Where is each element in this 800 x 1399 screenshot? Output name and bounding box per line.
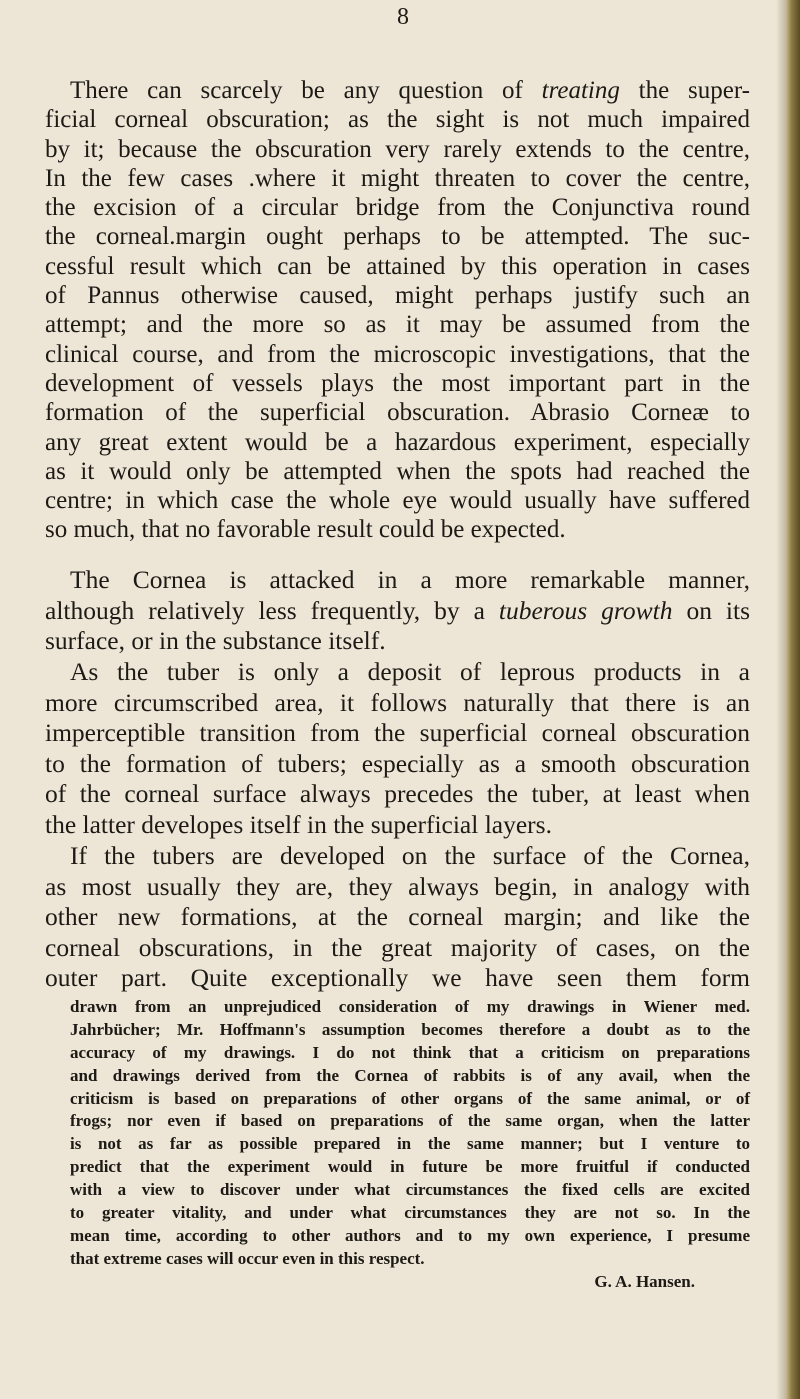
- text-line: more circumscribed area, it follows naturally that there is an: [45, 687, 750, 717]
- text-line: clinical course, and from the microscopic investigations, that the: [45, 340, 750, 368]
- text-line: formation of the superficial obscuration. Abrasio Corneæ to: [45, 399, 750, 427]
- text-line: attempt; and the more so as it may be assumed from the: [45, 311, 750, 339]
- text-line: The Cornea is attacked in a more remarkable manner,: [70, 565, 750, 594]
- paragraph-3: [45, 657, 750, 841]
- text-line: the latter developes itself in the superficial layers.: [45, 809, 552, 839]
- emphasis: tuberous growth: [498, 595, 673, 625]
- text-line: centre; in which case the whole eye would usually have suffered: [45, 487, 750, 515]
- text-line: the corneal.margin ought perhaps to be attempted. The suc-: [45, 223, 750, 251]
- signature: G. A. Hansen.: [594, 1271, 695, 1291]
- text-line: cessful result which can be attained by this operation in cases: [45, 252, 750, 280]
- line-segment: although relatively less frequently, by a: [45, 595, 499, 625]
- footnote-line: that extreme cases will occur even in this respect.: [70, 1248, 425, 1268]
- text-line: so much, that no favorable result could be expected.: [45, 516, 566, 544]
- text-line: corneal obscurations, in the great majority of cases, on the: [45, 932, 750, 962]
- text-line: surface, or in the substance itself.: [45, 626, 386, 656]
- footnote-line: and drawings derived from the Cornea of rabbits is of any avail, when the: [70, 1065, 750, 1085]
- text-line: If the tubers are developed on the surface of the Cornea,: [70, 841, 750, 870]
- line-segment: There can scarcely be any question of: [70, 77, 542, 104]
- page-number: 8: [397, 4, 409, 30]
- line-segment: the super-: [619, 77, 750, 104]
- emphasis: treating: [541, 77, 620, 104]
- text-line: as most usually they are, they always begin, in analogy with: [45, 871, 750, 901]
- footnote-line: with a view to discover under what circumstances the fixed cells are excited: [70, 1180, 750, 1200]
- text-line: imperceptible transition from the superficial corneal obscuration: [45, 718, 750, 748]
- text-line: As the tuber is only a deposit of leprous products in a: [70, 657, 750, 686]
- footnote-line: Jahrbücher; Mr. Hoffmann's assumption becomes therefore a doubt as to the: [70, 1019, 750, 1039]
- footnote-line: predict that the experiment would in future be more fruitful if conducted: [70, 1157, 750, 1177]
- footnote-line: is not as far as possible prepared in the same manner; but I venture to: [70, 1134, 750, 1154]
- line-segment: on its: [672, 595, 751, 625]
- text-line: ficial corneal obscuration; as the sight is not much impaired: [45, 106, 750, 134]
- paragraph-4: [45, 841, 750, 994]
- footnote-line: to greater vitality, and under what circumstances they are not so. In the: [70, 1203, 750, 1223]
- text-line: In the few cases .where it might threaten to cover the centre,: [45, 164, 750, 192]
- footnote-line: mean time, according to other authors and to my own experience, I presume: [70, 1225, 750, 1245]
- text-line: [45, 76, 750, 105]
- footnote-line: frogs; nor even if based on preparations of the same organ, when the latter: [70, 1111, 750, 1131]
- book-edge: [786, 0, 800, 1399]
- text-line: any great extent would be a hazardous experiment, especially: [45, 428, 750, 456]
- paragraph-2: [45, 565, 750, 657]
- footnote-line: criticism is based on preparations of other organs of the same animal, or of: [70, 1088, 750, 1108]
- text-line: as it would only be attempted when the spots had reached the: [45, 457, 750, 485]
- text-line: of Pannus otherwise caused, might perhaps justify such an: [45, 282, 750, 310]
- footnote-line: accuracy of my drawings. I do not think that a criticism on preparations: [70, 1042, 750, 1062]
- text-line: [45, 596, 750, 627]
- text-line: to the formation of tubers; especially as a smooth obscuration: [45, 748, 750, 778]
- text-line: development of vessels plays the most important part in the: [45, 369, 750, 397]
- text-line: of the corneal surface always precedes the tuber, at least when: [45, 779, 750, 809]
- text-line: by it; because the obscuration very rarely extends to the centre,: [45, 135, 750, 163]
- page-gutter-shadow: [776, 0, 786, 1399]
- text-line: the excision of a circular bridge from the Conjunctiva round: [45, 194, 750, 222]
- text-line: outer part. Quite exceptionally we have seen them form: [45, 963, 750, 993]
- footnote-line: drawn from an unprejudiced consideration of my drawings in Wiener med.: [70, 997, 750, 1016]
- text-line: other new formations, at the corneal margin; and like the: [45, 902, 750, 932]
- paragraph-1: [45, 76, 750, 545]
- footnote: [45, 996, 750, 1294]
